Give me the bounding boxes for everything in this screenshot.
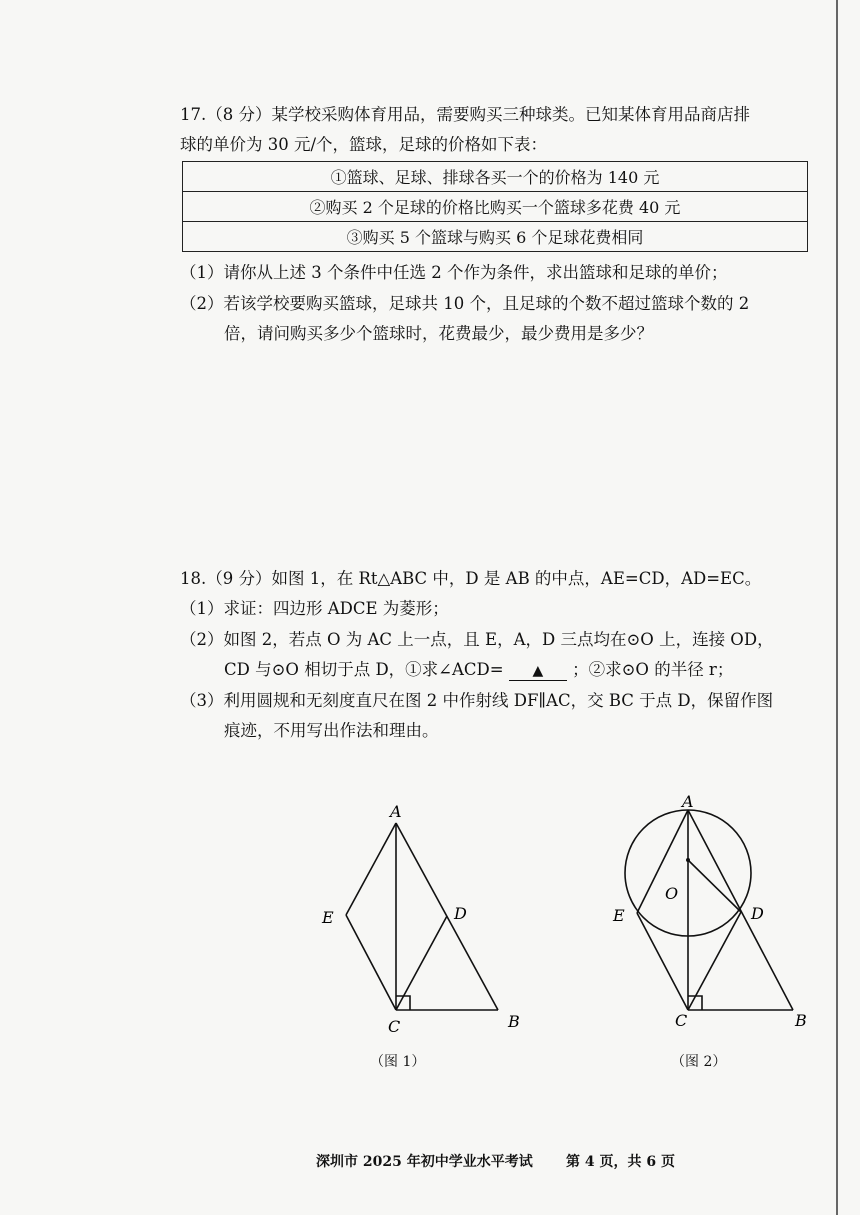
q18-part3-line2: 痕迹，不用写出作法和理由。: [224, 721, 439, 740]
label-E: E: [322, 908, 334, 927]
label-A: A: [390, 802, 402, 821]
q18-line1: 18.（9 分）如图 1，在 Rt△ABC 中，D 是 AB 的中点，AE=CD，AD=EC。: [180, 569, 762, 588]
q17-part2-line1: （2）若该学校要购买篮球，足球共 10 个，且足球的个数不超过篮球个数的 2: [180, 294, 750, 313]
q17-line2: 球的单价为 30 元/个，篮球，足球的价格如下表：: [180, 135, 548, 154]
q18-part2-line1: （2）如图 2，若点 O 为 AC 上一点，且 E，A，D 三点均在⊙O 上，连接 OD，: [180, 630, 774, 649]
q18-part2-line2: [224, 659, 733, 681]
q17-line1: 17.（8 分）某学校采购体育用品，需要购买三种球类。已知某体育用品商店排: [180, 105, 750, 124]
q17-condition-3: ③购买 5 个篮球与购买 6 个足球花费相同: [183, 222, 808, 252]
q17-part2-line2: 倍，请问购买多少个篮球时，花费最少，最少费用是多少？: [224, 324, 653, 343]
q17-condition-1: ①篮球、足球、排球各买一个的价格为 140 元: [183, 162, 808, 192]
label-O: O: [665, 884, 679, 903]
q18-part2-line2a: CD 与⊙O 相切于点 D，①求∠ACD=: [224, 660, 504, 679]
q17-condition-2: ②购买 2 个足球的价格比购买一个篮球多花费 40 元: [183, 192, 808, 222]
label-B: B: [795, 1011, 807, 1030]
edge-EC: [637, 913, 688, 1010]
radius-OD: [688, 860, 741, 912]
label-B: B: [508, 1012, 520, 1031]
figure-1-caption: （图 1）: [370, 1054, 426, 1070]
edge-AE: [346, 823, 396, 915]
label-D: D: [454, 904, 467, 923]
footer-exam-title: 深圳市 2025 年初中学业水平考试: [316, 1154, 533, 1170]
figure-1: [310, 795, 540, 1040]
q18-part1: （1）求证：四边形 ADCE 为菱形；: [180, 599, 449, 618]
center-point-O: [686, 858, 690, 862]
label-A: A: [682, 795, 694, 811]
q18-part3-line1: （3）利用圆规和无刻度直尺在图 2 中作射线 DF∥AC，交 BC 于点 D，保留作图: [180, 691, 774, 710]
answer-blank: ▲: [509, 662, 567, 681]
edge-EC: [346, 915, 396, 1010]
edge-AE: [637, 810, 688, 913]
q17-conditions-table: [182, 161, 808, 252]
label-D: D: [751, 904, 764, 923]
page-edge-line: [836, 0, 838, 1215]
footer-page-number: 第 4 页，共 6 页: [566, 1154, 675, 1170]
figure-2-caption: （图 2）: [671, 1054, 727, 1070]
label-C: C: [675, 1011, 688, 1030]
label-C: C: [388, 1017, 401, 1036]
label-E: E: [613, 906, 625, 925]
figure-2: [605, 795, 825, 1040]
q17-part1: （1）请你从上述 3 个条件中任选 2 个作为条件，求出篮球和足球的单价；: [180, 263, 728, 282]
q18-part2-line2b: ；②求⊙O 的半径 r；: [572, 660, 734, 679]
